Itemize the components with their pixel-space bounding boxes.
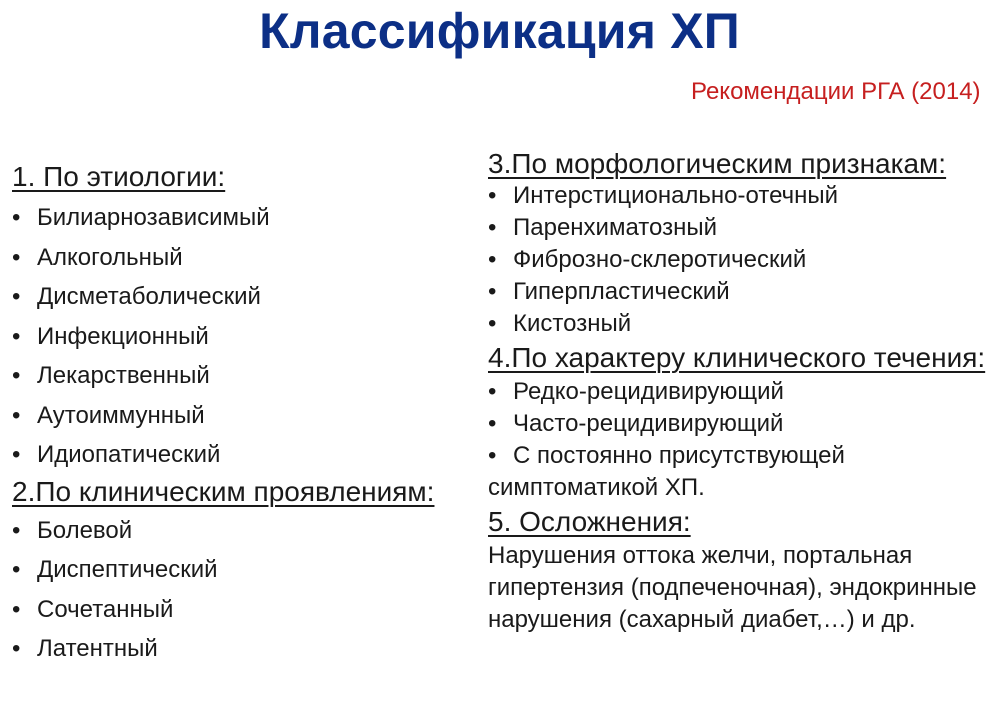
list-item: • Паренхиматозный <box>488 212 993 244</box>
list-item: • Редко-рецидивирующий <box>488 376 993 408</box>
course-list <box>488 376 993 504</box>
list-item: • Алкогольный <box>12 238 482 278</box>
slide-title: Классификация ХП <box>259 3 740 59</box>
section-morphology-heading: 3.По морфологическим признакам: <box>488 148 947 179</box>
list-item: • Гиперпластический <box>488 276 993 308</box>
list-item: • Латентный <box>12 629 482 669</box>
section-clinical-heading: 2.По клиническим проявлениям: <box>12 475 435 507</box>
section-course-heading: 4.По характеру клинического течения: <box>488 342 986 373</box>
list-item: • С постоянно присутствующей симптоматикой ХП. <box>488 440 993 504</box>
right-column <box>488 146 993 636</box>
list-item: • Аутоиммунный <box>12 396 482 436</box>
list-item: • Болевой <box>12 511 482 551</box>
list-item: • Часто-рецидивирующий <box>488 408 993 440</box>
morphology-list <box>488 180 993 340</box>
section-etiology-heading: 1. По этиологии: <box>12 161 226 192</box>
complications-text: Нарушения оттока желчи, портальная гипертензия (подпеченочная), эндокринные нарушения (сахарный диабет,…) и др. <box>488 542 977 633</box>
list-item: • Идиопатический <box>12 435 482 475</box>
list-item: • Лекарственный <box>12 356 482 396</box>
clinical-list <box>12 511 482 669</box>
list-item: • Сочетанный <box>12 590 482 630</box>
list-item: • Билиарнозависимый <box>12 198 482 238</box>
list-item: • Диспептический <box>12 550 482 590</box>
list-item: • Дисметаболический <box>12 277 482 317</box>
source-note: Рекомендации РГА (2014) <box>691 78 981 105</box>
etiology-list <box>12 198 482 475</box>
list-item: • Фиброзно-склеротический <box>488 244 993 276</box>
list-item: • Кистозный <box>488 308 993 340</box>
list-item: • Интерстиционально-отечный <box>488 180 993 212</box>
list-item: • Инфекционный <box>12 317 482 357</box>
section-complications-heading: 5. Осложнения: <box>488 506 691 537</box>
left-column <box>12 160 482 669</box>
